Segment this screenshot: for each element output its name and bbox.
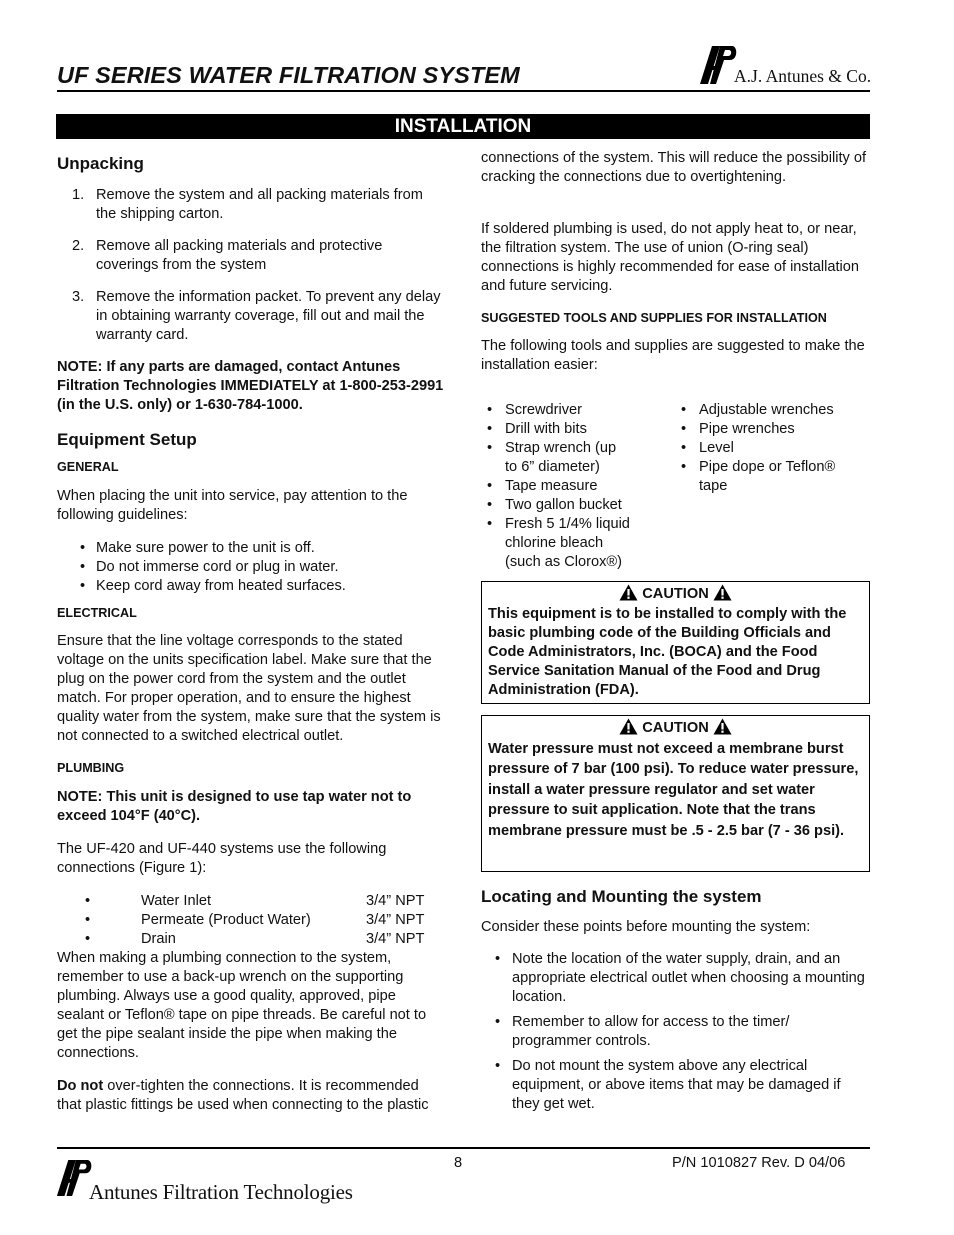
list-item: • Remember to allow for access to the timer/ programmer controls. (481, 1013, 871, 1051)
general-subheading: GENERAL (57, 460, 119, 474)
list-item: • Screwdriver (481, 401, 675, 420)
plumbing-note: NOTE: This unit is designed to use tap water not to exceed 104°F (40°C). (57, 789, 412, 824)
list-item: • Pipe dope or Teflon® tape (675, 458, 849, 496)
unpacking-steps (57, 186, 445, 345)
tools-list (481, 401, 871, 572)
company-logo (698, 44, 873, 88)
caution-text: Water pressure must not exceed a membrane burst pressure of 7 bar (100 psi). To reduce water pressure, install a water pressure regulator and set water pressure to suit application. Note that the trans membrane pressure must be .5 - 2.5 bar (7 - 36 psi). (488, 741, 859, 839)
list-item: • Pipe wrenches (675, 420, 865, 439)
general-bullets (57, 539, 445, 596)
plumbing-text: When making a plumbing connection to the system, remember to use a back-up wrench on the supporting plumbing. Always use a good quality, approved, pipe sealant or Teflon® tape on pipe threads. Be careful not to get the pipe sealant inside the pipe when making the connections. (57, 950, 427, 1061)
caution-title: CAUTION (488, 582, 863, 605)
list-item: • Adjustable wrenches (675, 401, 865, 420)
list-item: • Do not immerse cord or plug in water. (57, 558, 445, 577)
list-item: • Keep cord away from heated surfaces. (57, 577, 445, 596)
company-name: A.J. Antunes & Co. (734, 66, 872, 86)
list-item: 1. Remove the system and all packing materials from the shipping carton. (72, 187, 423, 222)
locating-section (481, 886, 871, 1120)
caution-title: CAUTION (488, 716, 863, 739)
footer-logo (55, 1156, 353, 1206)
plumbing-subheading: PLUMBING (57, 761, 125, 775)
list-item: 3. Remove the information packet. To prevent any delay in obtaining warranty coverage, fill out and mail the warranty card. (72, 289, 441, 343)
part-number: P/N 1010827 Rev. D 04/06 (672, 1155, 846, 1171)
caution-box (481, 581, 870, 704)
list-item: • Make sure power to the unit is off. (57, 539, 445, 558)
unpacking-heading: Unpacking (57, 154, 144, 173)
caution-text: This equipment is to be installed to comply with the basic plumbing code of the Building Officials and Code Administrators, Inc. (BOCA) and the Food Service Sanitation Manual of the Food and Drug Administration (FDA). (488, 606, 847, 698)
footer-brand: Antunes Filtration Technologies (89, 1180, 353, 1204)
list-item: • Do not mount the system above any electrical equipment, or above items that may be damaged if they get wet. (481, 1057, 871, 1114)
list-item: • Fresh 5 1/4% liquid chlorine bleach (such as Clorox®) (481, 515, 639, 572)
page-number: 8 (454, 1155, 463, 1171)
damage-note: NOTE: If any parts are damaged, contact Antunes Filtration Technologies IMMEDIATELY at 1-800-253-2991 (in the U.S. only) or 1-630-784-1000. (57, 359, 444, 413)
aj-logo-icon (55, 1156, 93, 1200)
soldered-text: If soldered plumbing is used, do not apply heat to, or near, the filtration system. The use of union (O-ring seal) connections is highly recommended for ease of installation and future servicing. (481, 221, 860, 294)
electrical-text: Ensure that the line voltage corresponds to the stated voltage on the units specification label. Make sure that the plug on the power cord from the system and the outlet match. For proper operation, and to ensure the highest quality water from the system, make sure that the system is not connected to a switched electrical outlet. (57, 633, 441, 744)
list-item: • Drill with bits (481, 420, 675, 439)
document-title: UF SERIES WATER FILTRATION SYSTEM (57, 62, 520, 88)
aj-logo-icon (698, 44, 738, 86)
list-item: 2. Remove all packing materials and protective coverings from the system (72, 238, 383, 273)
warning-icon (619, 584, 638, 601)
warning-icon (713, 584, 732, 601)
caution-box (481, 715, 870, 872)
warning-icon (619, 718, 638, 735)
locating-bullets (481, 950, 871, 1114)
general-intro: When placing the unit into service, pay attention to the following guidelines: (57, 488, 408, 523)
do-not-paragraph: Do not over-tighten the connections. It is recommended that plastic fittings be used when connecting to the plastic (57, 1078, 429, 1113)
tools-left (481, 401, 675, 572)
list-item: • Note the location of the water supply, drain, and an appropriate electrical outlet when choosing a mounting location. (481, 950, 871, 1007)
electrical-subheading: ELECTRICAL (57, 606, 137, 620)
left-column (57, 153, 445, 1129)
warning-icon (713, 718, 732, 735)
list-item: • Drain 3/4” NPT (85, 931, 425, 947)
list-item: • Strap wrench (up to 6” diameter) (481, 439, 623, 477)
plumbing-intro: The UF-420 and UF-440 systems use the following connections (Figure 1): (57, 841, 387, 876)
section-title: INSTALLATION (56, 114, 870, 139)
list-item: • Permeate (Product Water) 3/4” NPT (85, 912, 425, 928)
tools-intro: The following tools and supplies are suggested to make the installation easier: (481, 338, 865, 373)
list-item: • Two gallon bucket (481, 496, 675, 515)
list-item: • Water Inlet 3/4” NPT (85, 893, 425, 909)
list-item: • Level (675, 439, 865, 458)
locating-intro: Consider these points before mounting the system: (481, 919, 811, 935)
connections-list (57, 892, 445, 949)
tools-right (675, 401, 865, 572)
tools-subheading: SUGGESTED TOOLS AND SUPPLIES FOR INSTALLATION (481, 311, 827, 325)
right-column (481, 149, 871, 572)
header-rule (57, 90, 870, 92)
list-item: • Tape measure (481, 477, 675, 496)
locating-heading: Locating and Mounting the system (481, 887, 762, 906)
equipment-setup-heading: Equipment Setup (57, 430, 197, 449)
footer-rule (57, 1147, 870, 1149)
do-not-continued: connections of the system. This will reduce the possibility of cracking the connections due to overtightening. (481, 150, 867, 185)
